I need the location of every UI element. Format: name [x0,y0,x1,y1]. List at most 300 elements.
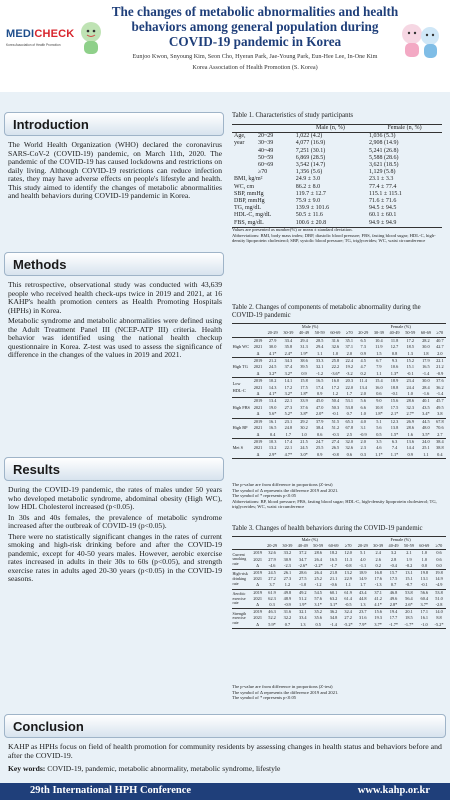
table2-cell: 22.1 [284,445,293,451]
table2-cell: 3.2* [265,371,281,378]
table2-cell: 0.9 [402,452,418,459]
table3-cell: -2.6* [295,563,310,570]
table3-cell: 61.9 [344,589,352,595]
table2-cell: 37.6 [436,378,444,384]
table2-cell: 6.7 [376,358,382,364]
table2-year-label: Δ [251,432,265,439]
table3-cell: 17.5 [389,576,398,582]
table2-cell: 24.0 [422,438,430,444]
table3-cell: 12.0 [344,550,352,556]
table2-cell: 45.7 [436,398,444,404]
table3-row [232,563,446,570]
table2-cell: -3.6* [328,371,344,378]
table2-cell: 38.4 [315,425,324,431]
table3-cell: 49.2 [299,589,307,595]
table3-year-label: 2019 [253,589,262,595]
methods-text [8,281,222,362]
table2-year-label: 2021 [253,364,263,370]
table3-age-header: 50-59 [311,543,326,550]
table3-cell: 49.8 [283,589,292,595]
table3-cell: 15.7 [389,570,398,576]
table3-cell: 30.9 [283,556,292,562]
table2-cell: 0.9 [296,371,312,378]
table3-cell: 25.2 [314,576,322,582]
table1-header-blank [256,125,294,133]
table3-cell: 7.9* [355,622,370,629]
table2-cell: 5.6 [376,425,382,431]
table2-cell: 0.5 [371,432,387,439]
table2-cell: 1.1 [371,371,387,378]
table3-group-label: High-risk drinking rate [232,570,251,590]
table3-cell: 41.2 [374,595,382,601]
table2-cell: 5.6* [265,411,281,418]
table3-year-label: 2019 [253,550,262,556]
table3-cell: 22.9 [344,576,352,582]
table2-cell: 1.8* [296,391,312,398]
conclusion-heading: Conclusion [4,714,446,738]
table2-group-label: High FBS [232,398,251,418]
table3-header-male: Male (%) [264,537,355,544]
table3-cell: 26.4 [314,570,322,576]
table1-male-value: 4,077 (16.9) [295,140,326,147]
table3-cell: 62.3 [268,595,276,601]
table2-cell: 17.2 [331,384,340,390]
table3-cell: 1.9 [406,556,412,562]
table3-notes: The p-value are from difference in proportions (Z-test) The symbol of Δ represents the difference 2019 and 2021. The symbol of * represents p<0.05 [232,684,339,701]
table1-row [232,205,442,212]
table2-cell: 15.8 [300,378,308,384]
table2-cell: 4.0 [360,418,366,424]
table2-cell: 17.4 [284,438,293,444]
table3-header-female: Female (%) [355,537,446,544]
table1-measure-label: SBP, mmHg [234,190,264,197]
table3-cell: -0.7 [401,582,416,589]
table2-cell: 16.1 [268,418,277,424]
table3-cell: -2.3 [280,563,295,570]
table2-cell: -0.9 [434,371,446,378]
table1-row [232,169,442,176]
table2-cell: 33.4 [284,337,293,343]
table2-year-label: 2021 [253,344,263,350]
table3-cell: 26.4 [314,556,322,562]
table2-cell: 32.3 [406,404,414,410]
table2-cell: 0.2 [355,371,371,378]
table1-caption: Table 1. Characteristics of study participants [232,112,354,119]
table2-cell: 2.9* [265,452,281,459]
table1-female-value: 94.9 ± 94.9 [367,220,442,228]
table2-year-label: Δ [251,371,265,378]
table2-cell: 31.6 [331,337,340,343]
table2-cell: 12.3 [390,418,399,424]
table3-row [232,582,446,589]
table3-cell: 19.8 [420,570,429,576]
table3-cell: 51.2 [299,595,307,601]
table1-measure-label: WC, cm [234,183,254,190]
table2-row [232,452,446,459]
table2-cell: 2.3 [360,445,366,451]
table3-cell: 2.4 [375,550,381,556]
table2-cell: 13.4 [359,384,367,390]
keywords-list: COVID-19, pandemic, metabolic abnormality, metabolic syndrome, lifestyle [47,764,281,773]
table2-cell: 51.5 [331,418,340,424]
table1-measure-label: FBS, mg/dL [232,220,294,228]
table2-cell: 14.3 [268,384,277,390]
table3-cell: 27.5 [299,576,307,582]
table2-cell: 0.6 [371,391,387,398]
table2-cell: 42.7 [436,344,444,350]
table3-year-label: 2021 [253,595,262,601]
table3-age-header: 40-49 [386,543,401,550]
table3-cell: 0.6 [436,550,442,556]
table3-cell: 60.4 [420,595,429,601]
table3-cell: 32.4 [344,609,352,615]
results-heading: Results [4,457,224,481]
table2-cell: 3.8 [434,411,446,418]
table2-cell: 37.9 [315,418,324,424]
table2-cell: 16.0 [375,384,383,390]
table3-cell: 18.2 [329,550,338,556]
table2-age-header: 60-69 [418,330,434,337]
table3-cell: 17.1 [420,609,429,615]
table2-row [232,371,446,378]
table1-female-value: 94.5 ± 94.5 [369,205,397,212]
table3-cell: 28.6 [299,570,307,576]
table2-year-label: 2019 [253,337,263,343]
table2-caption: Table 2. Changes of components of metabolic abnormality during the COVID-19 pandemic [232,304,421,319]
table2-cell: 28.2 [422,337,430,343]
table3-cell: -0.9 [280,602,295,609]
table3-row [232,609,446,616]
table3-cell: 49.6 [389,595,398,601]
table1-row [232,191,442,198]
table1-age-group: 50~59 [258,154,274,161]
table1-male-value: 1,356 (5.6) [295,169,323,176]
table3-cell: -0.4 [386,563,401,570]
table2-year-label: Δ [251,391,265,398]
table1-female-value: 23.1 ± 3.3 [369,176,394,183]
table3-cell: 14.0 [435,609,443,615]
table2-cell: 70.6 [436,425,444,431]
table2-cell: 65.3 [345,418,354,424]
table2-cell: 24.5 [300,445,308,451]
methods-paragraph-1: This retrospective, observational study was conducted with 43,639 people who received health check-ups twice in 2019 and 2021, at 16 KAHP's health promotion centers as Health Promoting Hospitals (HPHs) in Korea. [8,280,222,315]
table2-cell: 22.1 [284,398,293,404]
table2-cell: 13.6 [406,438,414,444]
conclusion-text: KAHP as HPHs focus on field of health promotion for community residents by assessing changes in health status and behaviors before and after the COVID-19. [8,742,442,760]
table3-cell: 16.8 [374,570,382,576]
table2-cell: 14.1 [284,378,293,384]
table2-cell: 1.7 [343,391,355,398]
table2-cell: 11.8 [390,337,399,343]
table1-row [232,212,442,219]
table3-cell: 61.4 [344,595,352,601]
table2-cell: 1.8* [371,411,387,418]
table3-cell: 26.1 [283,570,292,576]
table2-cell: 16.5 [268,425,277,431]
table3-cell: 48.9 [283,595,292,601]
table2-cell: -1.4 [434,391,446,398]
table2-age-header: 20-29 [265,330,281,337]
table2-row [232,391,446,398]
table3-cell: 13.1 [420,576,429,582]
table3-cell: 3.1* [311,602,326,609]
table2-cell: 40.1 [422,398,430,404]
table3-row [232,550,446,557]
table1-male-value: 7,251 (30.1) [295,147,326,154]
table3-cell: 2.6 [375,556,381,562]
table2-age-header: 50-59 [312,330,328,337]
table3-cell: 33.2 [283,550,292,556]
table2-cell: 15.1 [406,364,414,370]
table2-cell: 16.0 [331,378,340,384]
table2-row [232,432,446,439]
table3-cell: 17.7 [389,615,398,621]
table2-cell: 17.2 [406,337,414,343]
table3-cell: 54.5 [314,589,322,595]
table2-year-label: 2021 [253,445,263,451]
table3-cell: -5.2* [341,622,355,629]
table2-cell: 15.6 [390,398,399,404]
table2-cell: 27.3 [284,404,293,410]
table2-cell: 48.0 [422,425,430,431]
table3-cell: -4.6 [264,563,279,570]
table2-cell: 1.1 [418,452,434,459]
table1-header-male: Male (n, %) [294,125,367,133]
table2-cell: 1.5 [371,351,387,358]
table3-cell: 0.7 [280,622,295,629]
table1-female-value: 5,241 (26.8) [369,147,399,154]
table2-cell: 25.5 [315,445,324,451]
table2-cell: 37.6 [300,404,308,410]
table3-group-label: Aerobic exercise rate [232,589,251,609]
results-paragraph-2: In 30s and 40s females, the prevalence of metabolic syndrome increased after the outbreak of COVID-19 (p<0.05). [8,512,222,530]
table1-age-label: Age, year [234,133,246,147]
table3-cell: 3.1* [326,602,341,609]
table3-age-header: ≥70 [432,543,446,550]
table3-age-header: ≥70 [341,543,355,550]
table2-cell: 3.2* [281,371,297,378]
table2-row [232,351,446,358]
table2-row [232,398,446,405]
table2-cell: 30.0 [268,344,277,350]
table2-cell: 32.6 [331,344,340,350]
table2-cell: 3.4* [418,411,434,418]
logo-wordmark: MEDICHECK [6,28,75,40]
table1-measure-label: TG, mg/dL [234,205,261,212]
table2-cell: 28.4 [422,384,430,390]
table2-cell: 29.4 [300,337,308,343]
table1-row [232,198,442,205]
table2-cell: 11.9 [375,344,383,350]
table2-cell: 24.8 [284,425,293,431]
table3-cell: -0.5 [341,602,355,609]
table2-cell: 25.1 [422,445,430,451]
table3-age-header: 20-29 [355,543,370,550]
table3-cell: 33.4 [299,615,307,621]
table2-cell: 12.7 [390,344,399,350]
table2-cell: 1.3 [402,351,418,358]
table3-age-header: 60-69 [417,543,432,550]
table2-cell: 26.9 [406,418,414,424]
website-url: www.kahp.or.kr [357,785,430,796]
table2-header-blank [251,330,265,337]
table3-year-label: 2019 [253,609,262,615]
table1-measure-label: DBP, mmHg [234,198,265,205]
table3-cell: 61.9 [268,589,276,595]
table3-cell: 2.1 [406,550,412,556]
table2-cell: 53.8 [345,404,354,410]
table3-cell: 8.8 [436,615,442,621]
table3-cell: 56.6 [420,589,429,595]
table2-cell: -0.8 [328,452,344,459]
table2-group-label: High WC [232,337,251,357]
table3-cell: 18.9 [359,570,367,576]
table3-cell: -5.2* [432,622,446,629]
table1-female-value: 1,129 (5.8) [369,169,396,176]
table3-age-header: 30-39 [371,543,386,550]
table3-cell: 34.7 [299,556,307,562]
table3-cell: 27.3 [283,576,292,582]
table3-cell: -1.7 [326,563,341,570]
table3-cell: 35.2 [314,609,322,615]
table2-cell: 1.0 [296,432,312,439]
table3-cell: 32.6 [268,550,276,556]
table2-year-label: 2021 [253,425,263,431]
table2-notes: The p-value are from difference in proportions (Z-test) The symbol of Δ represents the difference 2019 and 2021. The symbol of * represents p<0.05 Abbreviations: BP, blood pressure; FBS, fasting blood sugar; HDL-C, high-density lipoprotein cholesterol; TG, triglycerides; WC, waist circumference [232,482,437,510]
table1-age-group: 60~69 [258,162,274,169]
table3-cell: 43.4 [359,589,367,595]
table3-header-blank [232,537,251,544]
table2-cell: 2.1* [387,411,403,418]
table2-cell: -0.3 [328,432,344,439]
table2-cell: 17.4 [315,384,324,390]
table2-cell: 32.6 [345,445,354,451]
table3-cell: 35.6 [314,615,322,621]
table3-cell: 2.8 [390,556,397,562]
table3-cell: 32.1 [299,609,307,615]
table2-cell: 21.2 [268,358,277,364]
table2-cell: 38.4 [436,438,444,444]
affiliation: Korea Association of Health Promotion (S. Korea) [192,64,318,71]
table3-cell: -0.6 [326,582,341,589]
table3-cell: -1.1 [355,563,370,570]
table3-cell: 4.0 [360,556,366,562]
table3-cell: 23.7 [359,609,367,615]
table2-cell: -0.9 [355,432,371,439]
table3-cell: 27.2 [344,615,352,621]
poster-header [0,0,450,92]
table2-cell: 5.6 [360,398,366,404]
table3-age-header: 40-49 [295,543,310,550]
table2-cell: 22.0 [345,384,354,390]
poster-footer [0,783,450,800]
table3-cell: -1.0 [295,582,310,589]
table3-cell: -1.7* [386,622,401,629]
table2-age-header: 20-29 [355,330,371,337]
table2-cell: 16.5 [315,378,324,384]
table3-cell: -2.2* [311,563,326,570]
table3-cell: 1.7 [355,582,370,589]
table1-male-value: 100.6 ± 20.8 [294,220,367,228]
table2-cell: -3.2 [343,371,355,378]
table2-cell: 0.4 [265,432,281,439]
table3-cell: 19.3 [374,615,382,621]
table3-cell: 53.8 [435,589,443,595]
table2-cell: 0.6 [312,432,328,439]
table2-cell: 50.4 [331,398,340,404]
table3-cell: 16.1 [420,615,429,621]
table3-header-blank [251,543,264,550]
table2-age-header: 30-39 [281,330,297,337]
table2-year-label: 2019 [253,398,263,404]
table3-header-blank [251,537,264,544]
table2-cell: 29.2 [300,418,308,424]
table3-year-label: 2019 [253,570,262,576]
table2-cell: 36.2 [436,384,444,390]
table2-age-header: 40-49 [296,330,312,337]
table2-header-blank [251,324,265,331]
table1-male-value: 50.5 ± 11.6 [295,212,323,219]
table2-cell: 6.6 [360,404,366,410]
table3-cell: 46.8 [389,589,398,595]
table3-cell: 15.6 [374,609,382,615]
table2-cell: 50.3 [331,404,340,410]
table2-cell: 18.5 [406,344,414,350]
table1-female-value: 3,621 (18.5) [369,162,399,169]
table2-cell: 1.6 [402,432,418,439]
table2-cell: 13.2 [268,445,277,451]
table2-cell: 22.4 [345,358,354,364]
table3-cell: 1.3 [295,622,310,629]
table3-cell: 1.1 [341,582,355,589]
table2-cell: 9.3 [391,358,398,364]
table3-cell: 27.9 [268,556,276,562]
table3-cell: 44.8 [359,595,367,601]
table2-cell: 4.6 [376,445,382,451]
table2-cell: 28.6 [406,425,414,431]
table3-cell: 3.2 [390,550,397,556]
table1-male-value: 6,869 (28.5) [295,154,326,161]
methods-heading: Methods [4,252,224,276]
table2-cell: 28.6 [406,398,414,404]
table2-cell: 37.4 [284,364,293,370]
table3-cell: 0.7 [386,582,401,589]
table3-age-header: 50-59 [401,543,416,550]
table3-cell: 1.9* [295,602,310,609]
table3-group-label: Current smoking rate [232,550,251,570]
table3-cell: 52.2 [268,615,276,621]
introduction-text: The World Health Organization (WHO) declared the coronavirus SARS-CoV-2 (COVID-19) pandemic, on March 11th, 2020. The pandemic of the COVID-19 has caused lockdowns and restrictions on daily living. Although COVID-19 restrictions can reduce infection rates, they may have adverse effects on people's lifestyle and health. This study aimed to identify the changes of metabolic abnormalities and health behaviors during COVID-19 pandemic in Korea. [8,140,222,200]
table2-group-label: High TG [232,358,251,378]
table3-year-label: Δ [251,582,264,589]
table2-cell: 2.4* [281,351,297,358]
table3-cell: 46.3 [268,609,276,615]
table2-cell: 18.8 [390,384,399,390]
table3-cell: 37.1 [374,589,382,595]
table2-cell: 67.8 [345,425,354,431]
table3-cell: 18.5 [405,615,413,621]
table1-age-group: ≥70 [258,169,268,176]
table2-cell: 1.5* [387,432,403,439]
table2-group-label: High BP [232,418,251,438]
table1-female-value: 2,908 (14.9) [369,140,399,147]
table3-cell: -0.8 [341,563,355,570]
table3-group-label: Strength exercise rate [232,609,251,629]
methods-paragraph-2: Metabolic syndrome and metabolic abnormalities were defined using the Adult Treatment Panel III (NCEP-ATP III) criteria. Health behavior was identified using the national health checkup questionnaire in Korea. Z-test was used to assess the significance of difference in the changes of the values in 2019 and 2021. [8,316,222,359]
table1-female-value: 71.6 ± 71.6 [369,198,397,205]
table2-cell: 13.8 [390,425,399,431]
table2-cell: 2.0 [360,438,366,444]
